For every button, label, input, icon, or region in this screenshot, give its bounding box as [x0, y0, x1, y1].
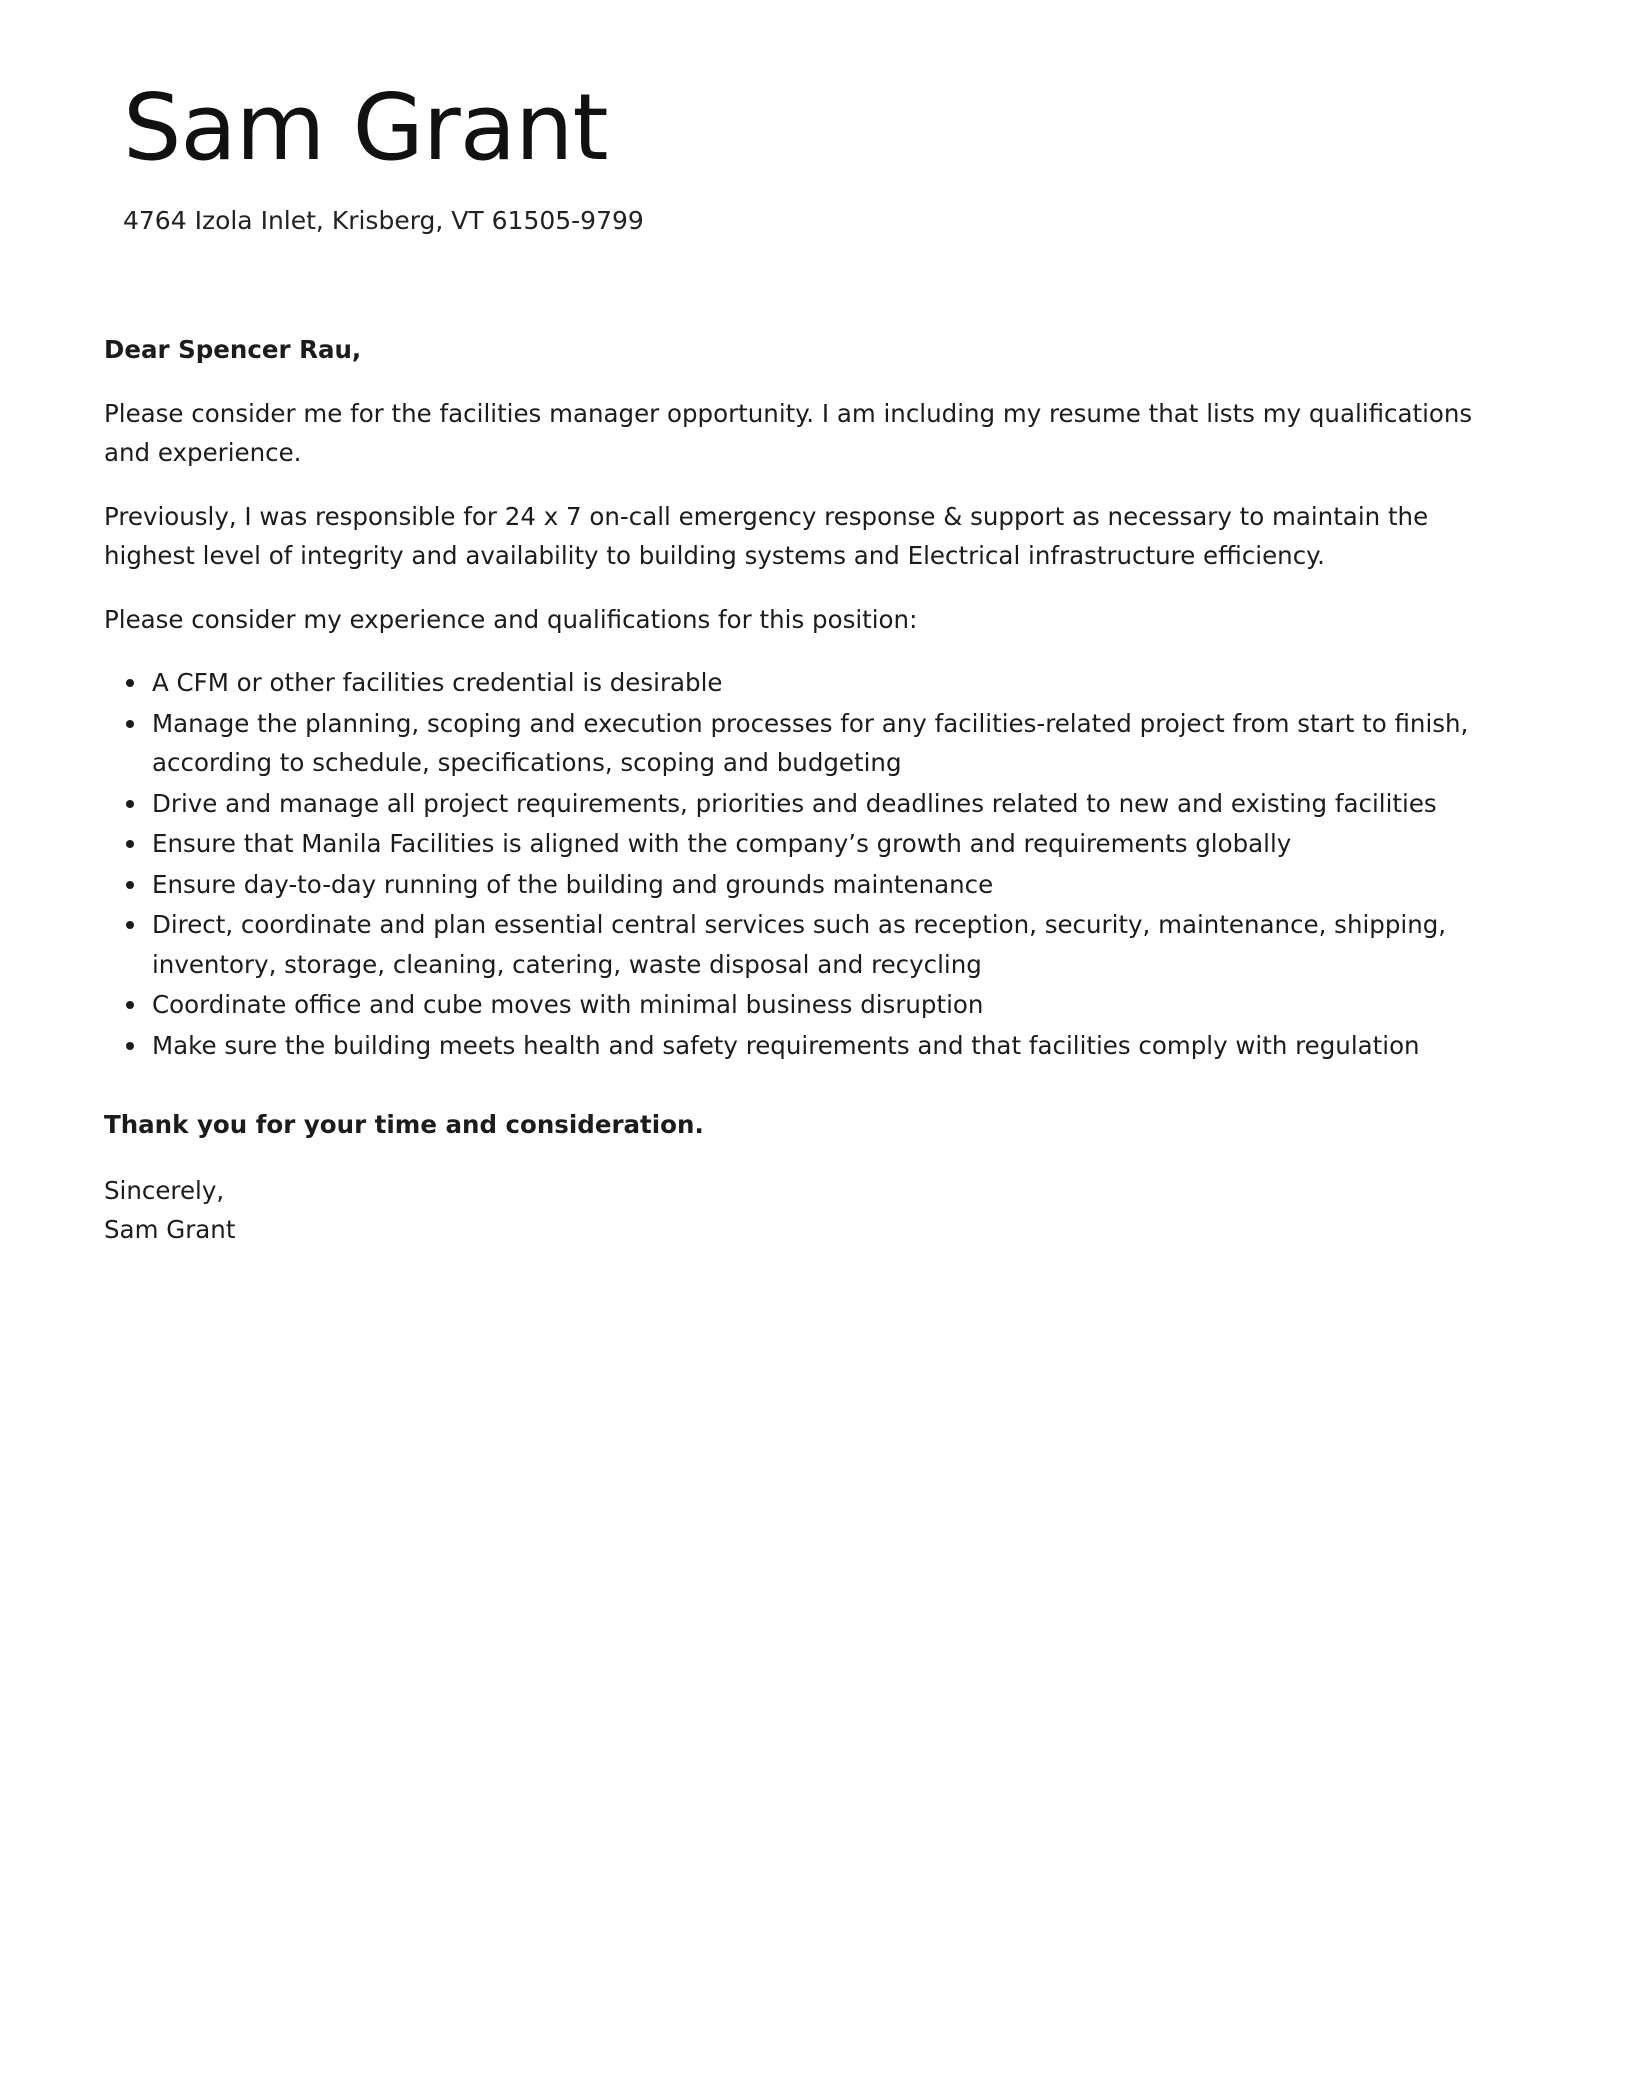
list-item [152, 663, 1524, 703]
salutation: Dear Spencer Rau, [104, 335, 362, 364]
list-item-text: Coordinate office and cube moves with minimal business disruption [152, 990, 984, 1019]
bullet-icon [126, 679, 134, 687]
qualifications-list [104, 663, 1524, 1065]
list-item [152, 784, 1524, 824]
letter-header [123, 70, 1503, 235]
list-item-text: A CFM or other facilities credential is desirable [152, 668, 723, 697]
signoff: Sincerely, [104, 1175, 225, 1205]
bullet-icon [126, 921, 134, 929]
list-item-text: Drive and manage all project requirements, priorities and deadlines related to new and existing facilities [152, 788, 1437, 818]
qualifications-intro: Please consider my experience and qualifications for this position: [104, 604, 918, 634]
list-item [152, 865, 1524, 905]
list-item [152, 985, 1524, 1025]
bullet-icon [126, 881, 134, 889]
applicant-name: Sam Grant [123, 74, 608, 181]
intro-paragraph: Please consider me for the facilities manager opportunity. I am including my resume that lists my qualifications and experience. [104, 398, 1473, 467]
bullet-icon [126, 1042, 134, 1050]
list-item [152, 1026, 1524, 1066]
applicant-address: 4764 Izola Inlet, Krisberg, VT 61505-9799 [123, 206, 644, 235]
closing-line: Thank you for your time and consideration. [104, 1110, 704, 1139]
signature-name: Sam Grant [104, 1215, 236, 1244]
bullet-icon [126, 1001, 134, 1009]
letter-body [104, 330, 1524, 1250]
list-item-text: Ensure day-to-day running of the building and grounds maintenance [152, 869, 994, 899]
bullet-icon [126, 840, 134, 848]
list-item [152, 824, 1524, 864]
experience-paragraph: Previously, I was responsible for 24 x 7 on-call emergency response & support as necessary to maintain the highest level of integrity and availability to building systems and Electrical infrastructure efficiency. [104, 501, 1429, 570]
list-item-text: Manage the planning, scoping and execution processes for any facilities-related project from start to finish, according to schedule, specifications, scoping and budgeting [152, 708, 1469, 777]
list-item [152, 704, 1524, 783]
list-item-text: Ensure that Manila Facilities is aligned with the company’s growth and requirements globally [152, 829, 1292, 858]
list-item [152, 905, 1524, 984]
list-item-text: Direct, coordinate and plan essential central services such as reception, security, maintenance, shipping, inventory, storage, cleaning, catering, waste disposal and recycling [152, 910, 1447, 979]
list-item-text: Make sure the building meets health and safety requirements and that facilities comply with regulation [152, 1030, 1420, 1060]
bullet-icon [126, 720, 134, 728]
bullet-icon [126, 800, 134, 808]
